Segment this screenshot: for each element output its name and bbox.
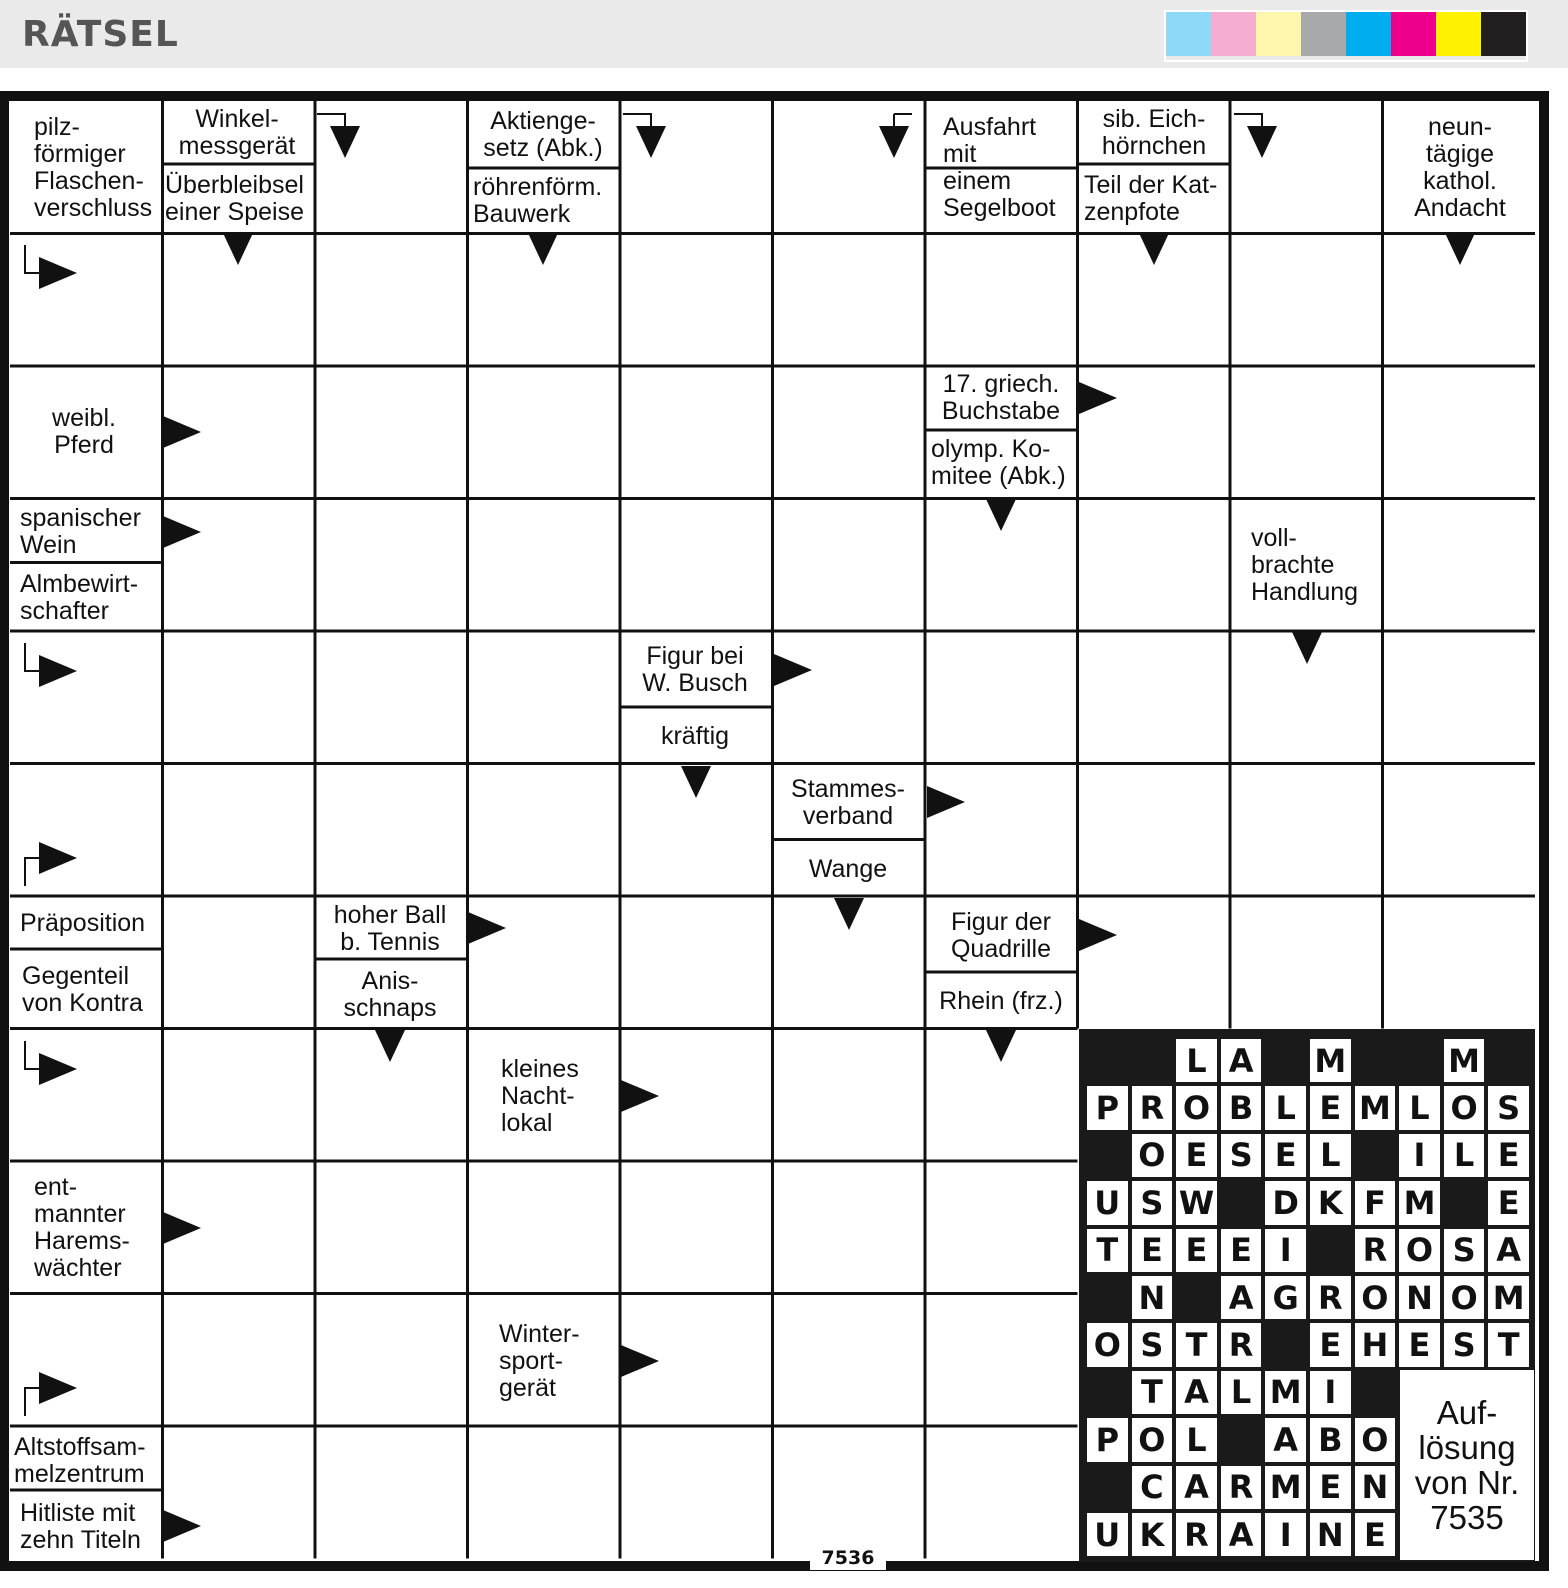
solution-letter: M xyxy=(1444,1039,1485,1082)
clue-line: Nacht- xyxy=(501,1081,575,1110)
right-arrow-icon xyxy=(774,654,812,686)
clue-line: Flaschen- xyxy=(34,167,144,195)
right-arrow-icon xyxy=(163,516,201,548)
clue-line: Gegenteil xyxy=(22,961,130,990)
clue-spanischer-wein xyxy=(20,500,160,564)
clue-line: zenpfote xyxy=(1084,198,1180,226)
clue-line: hoher Ball xyxy=(333,901,447,929)
hook-right-arrow-icon xyxy=(39,1372,77,1404)
solution-letter: L xyxy=(1221,1371,1262,1414)
clue-line: wächter xyxy=(34,1254,122,1282)
solution-note-line: 7535 xyxy=(1430,1499,1504,1536)
solution-letter: I xyxy=(1310,1371,1351,1414)
solution-letter: E xyxy=(1310,1323,1351,1366)
clue-line: tägige xyxy=(1425,140,1495,168)
solution-letter: R xyxy=(1310,1276,1351,1319)
solution-letter: M xyxy=(1265,1466,1306,1509)
clue-line: kathol. xyxy=(1423,167,1497,195)
solution-letter: O xyxy=(1132,1134,1173,1177)
clue-hoher-ball xyxy=(316,898,464,960)
solution-letter: K xyxy=(1310,1181,1351,1224)
solution-letter: O xyxy=(1355,1418,1396,1461)
clue-line: sib. Eich- xyxy=(1102,105,1206,133)
solution-letter: H xyxy=(1355,1323,1396,1366)
solution-letter: O xyxy=(1399,1229,1440,1272)
clue-line: Wange xyxy=(808,854,888,883)
clue-line: Winter- xyxy=(499,1319,580,1348)
clue-line: Altstoffsam- xyxy=(14,1432,146,1461)
right-arrow-icon xyxy=(1079,382,1117,414)
solution-letter: M xyxy=(1399,1181,1440,1224)
solution-letter: A xyxy=(1488,1229,1529,1272)
clue-line: Rhein (frz.) xyxy=(939,987,1063,1015)
solution-letter: L xyxy=(1176,1418,1217,1461)
clue-line: von Kontra xyxy=(22,988,143,1017)
solution-letter: W xyxy=(1176,1181,1217,1224)
clue-line: Pferd xyxy=(54,431,114,459)
right-arrow-icon xyxy=(163,1212,201,1244)
clue-line: W. Busch xyxy=(642,669,748,697)
solution-letter: F xyxy=(1355,1181,1396,1224)
solution-letter: A xyxy=(1221,1513,1262,1556)
clue-figur-quadrille xyxy=(927,898,1075,973)
solution-letter: E xyxy=(1221,1229,1262,1272)
solution-letter: P xyxy=(1087,1418,1128,1461)
clue-ueberbleibsel xyxy=(165,166,311,232)
solution-letter: P xyxy=(1087,1086,1128,1129)
clue-line: Wein xyxy=(20,531,77,559)
clue-line: Ausfahrt xyxy=(943,113,1037,141)
clue-line: mit xyxy=(943,140,977,168)
clue-line: 17. griech. xyxy=(942,370,1060,398)
solution-letter: R xyxy=(1221,1466,1262,1509)
clue-line: Präposition xyxy=(20,909,146,937)
clue-stammesverband xyxy=(774,766,922,840)
clue-line: einer Speise xyxy=(165,198,304,226)
solution-letter: E xyxy=(1265,1134,1306,1177)
solution-letter: O xyxy=(1176,1086,1217,1129)
clue-line: Teil der Kat- xyxy=(1084,171,1218,199)
section-title: RÄTSEL xyxy=(22,14,179,55)
clue-line: Aktienge- xyxy=(490,107,596,135)
solution-letter: S xyxy=(1221,1134,1262,1177)
solution-letter: S xyxy=(1132,1181,1173,1224)
clue-line: kräftig xyxy=(660,721,730,750)
solution-letter: A xyxy=(1221,1039,1262,1082)
clue-griech-buchstabe xyxy=(927,368,1075,428)
clue-line: verband xyxy=(802,802,894,830)
clue-haremswaechter xyxy=(34,1164,160,1292)
solution-letter: M xyxy=(1265,1371,1306,1414)
clue-altstoff xyxy=(14,1429,160,1492)
solution-letter: E xyxy=(1488,1181,1529,1224)
clue-line: Stammes- xyxy=(791,775,905,803)
clue-wange xyxy=(774,843,922,895)
hook-line xyxy=(25,1388,41,1416)
solution-letter: M xyxy=(1310,1039,1351,1082)
clue-olymp-komitee xyxy=(931,431,1075,495)
hook-line xyxy=(25,643,41,671)
clue-line: gerät xyxy=(499,1373,556,1402)
clue-rhein-frz xyxy=(927,976,1075,1027)
hook-down-arrow-icon xyxy=(636,126,666,158)
clue-line: lokal xyxy=(501,1108,553,1137)
solution-letter: B xyxy=(1221,1086,1262,1129)
clue-line: Anis- xyxy=(361,967,419,995)
clue-line: neun- xyxy=(1428,113,1492,141)
solution-letter: M xyxy=(1355,1086,1396,1129)
hook-right-arrow-icon xyxy=(39,1053,77,1085)
clue-line: melzentrum xyxy=(14,1459,145,1488)
solution-letter: O xyxy=(1444,1086,1485,1129)
solution-letter: L xyxy=(1265,1086,1306,1129)
clue-line: Quadrille xyxy=(950,934,1052,963)
solution-letter: N xyxy=(1132,1276,1173,1319)
down-arrow-icon xyxy=(1292,632,1322,664)
down-arrow-icon xyxy=(223,233,253,265)
solution-letter: E xyxy=(1176,1134,1217,1177)
solution-letter: I xyxy=(1265,1229,1306,1272)
clue-line: Überbleibsel xyxy=(165,171,304,199)
right-arrow-icon xyxy=(163,1510,201,1542)
clue-aktiengesetz xyxy=(469,103,617,167)
solution-letter: O xyxy=(1087,1323,1128,1366)
hook-line xyxy=(25,245,41,273)
solution-letter: R xyxy=(1176,1513,1217,1556)
right-arrow-icon xyxy=(163,416,201,448)
clue-line: brachte xyxy=(1251,550,1335,579)
solution-letter: A xyxy=(1176,1466,1217,1509)
down-arrow-icon xyxy=(986,499,1016,531)
solution-letter: T xyxy=(1087,1229,1128,1272)
solution-letter: T xyxy=(1132,1371,1173,1414)
clue-line: mitee (Abk.) xyxy=(931,462,1066,490)
clue-line: schnaps xyxy=(343,994,437,1022)
hook-right-arrow-icon xyxy=(39,655,77,687)
clue-line: förmiger xyxy=(34,140,126,168)
clue-line: spanischer xyxy=(20,504,141,532)
right-arrow-icon xyxy=(468,912,506,944)
hook-down-arrow-icon xyxy=(879,126,909,158)
down-arrow-icon xyxy=(1445,233,1475,265)
clue-kraeftig xyxy=(621,710,769,762)
clue-line: sport- xyxy=(499,1346,563,1375)
clue-line: hörnchen xyxy=(1101,132,1207,160)
clue-line: voll- xyxy=(1251,523,1297,552)
solution-letter: D xyxy=(1265,1181,1306,1224)
solution-letter: L xyxy=(1176,1039,1217,1082)
clue-line: Buchstabe xyxy=(941,397,1061,425)
solution-letter: E xyxy=(1310,1086,1351,1129)
clue-line: messgerät xyxy=(178,132,296,160)
solution-letter: A xyxy=(1176,1371,1217,1414)
clue-ausfahrt xyxy=(943,103,1075,233)
solution-letter: N xyxy=(1355,1466,1396,1509)
right-arrow-icon xyxy=(621,1345,659,1377)
clue-line: Figur bei xyxy=(646,642,744,670)
solution-letter: L xyxy=(1310,1134,1351,1177)
clue-sib-eichhoernchen xyxy=(1080,103,1228,163)
solution-letter: S xyxy=(1132,1323,1173,1366)
clue-katzenpfote xyxy=(1084,166,1228,232)
solution-letter: O xyxy=(1444,1276,1485,1319)
solution-letter: I xyxy=(1399,1134,1440,1177)
solution-letter: E xyxy=(1399,1323,1440,1366)
clue-line: Winkel- xyxy=(195,105,279,133)
solution-note-line: von Nr. xyxy=(1414,1464,1520,1501)
clue-line: Andacht xyxy=(1414,194,1506,222)
clue-line: Almbewirt- xyxy=(20,570,139,598)
clue-line: b. Tennis xyxy=(340,928,440,956)
right-arrow-icon xyxy=(621,1080,659,1112)
solution-letter: E xyxy=(1355,1513,1396,1556)
right-arrow-icon xyxy=(927,786,965,818)
clue-neuntaegige xyxy=(1386,103,1534,233)
solution-note-line: Auf- xyxy=(1436,1394,1498,1431)
right-arrow-icon xyxy=(1079,919,1117,951)
solution-letter: A xyxy=(1221,1276,1262,1319)
clue-line: einem xyxy=(943,167,1012,195)
solution-note-line: lösung xyxy=(1418,1429,1516,1466)
solution-letter: N xyxy=(1399,1276,1440,1319)
clue-line: Segelboot xyxy=(943,194,1056,222)
clue-weibl-pferd xyxy=(8,368,160,496)
clue-hitliste xyxy=(20,1495,160,1559)
solution-letter: E xyxy=(1132,1229,1173,1272)
clue-pilzfoermiger xyxy=(34,103,160,233)
puzzle-number: 7536 xyxy=(810,1546,886,1570)
clue-line: mannter xyxy=(34,1200,126,1228)
down-arrow-icon xyxy=(528,233,558,265)
clue-line: setz (Abk.) xyxy=(483,134,603,162)
clue-line: Figur der xyxy=(950,907,1052,936)
solution-letter: E xyxy=(1176,1229,1217,1272)
clue-winkelmessgeraet xyxy=(163,103,311,163)
down-arrow-icon xyxy=(1139,233,1169,265)
clue-line: zehn Titeln xyxy=(20,1526,141,1554)
hook-right-arrow-icon xyxy=(39,257,77,289)
clue-vollbrachte xyxy=(1251,500,1381,630)
hook-line xyxy=(25,858,41,886)
clue-gegenteil-kontra xyxy=(22,952,160,1027)
clue-line: kleines xyxy=(501,1054,579,1083)
solution-letter: M xyxy=(1488,1276,1529,1319)
down-arrow-icon xyxy=(986,1030,1016,1062)
hook-down-arrow-icon xyxy=(330,126,360,158)
clue-anisschnaps xyxy=(316,963,464,1027)
solution-letter: U xyxy=(1087,1513,1128,1556)
solution-letter: C xyxy=(1132,1466,1173,1509)
solution-letter: T xyxy=(1176,1323,1217,1366)
solution-letter: S xyxy=(1444,1323,1485,1366)
clue-line: verschluss xyxy=(34,194,153,222)
solution-letter: R xyxy=(1221,1323,1262,1366)
clue-roehrenfoerm xyxy=(473,170,617,232)
clue-line: Bauwerk xyxy=(473,200,571,228)
down-arrow-icon xyxy=(834,898,864,930)
clue-line: Handlung xyxy=(1251,577,1359,606)
solution-letter: L xyxy=(1399,1086,1440,1129)
clue-line: ent- xyxy=(34,1173,78,1201)
clue-line: röhrenförm. xyxy=(473,173,603,201)
solution-letter: U xyxy=(1087,1181,1128,1224)
solution-letter: N xyxy=(1310,1513,1351,1556)
clue-figur-busch xyxy=(621,633,769,707)
clue-line: pilz- xyxy=(34,113,80,141)
solution-letter: O xyxy=(1355,1276,1396,1319)
down-arrow-icon xyxy=(681,766,711,798)
clue-line: schafter xyxy=(20,597,109,625)
solution-letter: G xyxy=(1265,1276,1306,1319)
down-arrow-icon xyxy=(375,1030,405,1062)
solution-letter: T xyxy=(1488,1323,1529,1366)
hook-line xyxy=(25,1041,41,1069)
solution-letter: I xyxy=(1265,1513,1306,1556)
clue-almbewirtschafter xyxy=(20,567,160,629)
solution-letter: L xyxy=(1444,1134,1485,1177)
solution-letter: R xyxy=(1132,1086,1173,1129)
solution-letter: E xyxy=(1310,1466,1351,1509)
solution-letter: A xyxy=(1265,1418,1306,1461)
solution-letter: K xyxy=(1132,1513,1173,1556)
hook-right-arrow-icon xyxy=(39,842,77,874)
solution-letter: S xyxy=(1488,1086,1529,1129)
clue-line: weibl. xyxy=(52,404,116,432)
clue-line: olymp. Ko- xyxy=(931,435,1051,463)
clue-praeposition xyxy=(20,898,160,949)
solution-note xyxy=(1400,1370,1534,1560)
solution-letter: O xyxy=(1132,1418,1173,1461)
clue-line: Harems- xyxy=(34,1227,130,1255)
solution-letter: E xyxy=(1488,1134,1529,1177)
solution-letter: B xyxy=(1310,1418,1351,1461)
clue-nachtlokal xyxy=(501,1031,617,1161)
solution-letter: R xyxy=(1355,1229,1396,1272)
clue-line: Hitliste mit xyxy=(20,1499,136,1527)
hook-down-arrow-icon xyxy=(1247,126,1277,158)
solution-letter: S xyxy=(1444,1229,1485,1272)
clue-wintersportgeraet xyxy=(499,1297,617,1425)
